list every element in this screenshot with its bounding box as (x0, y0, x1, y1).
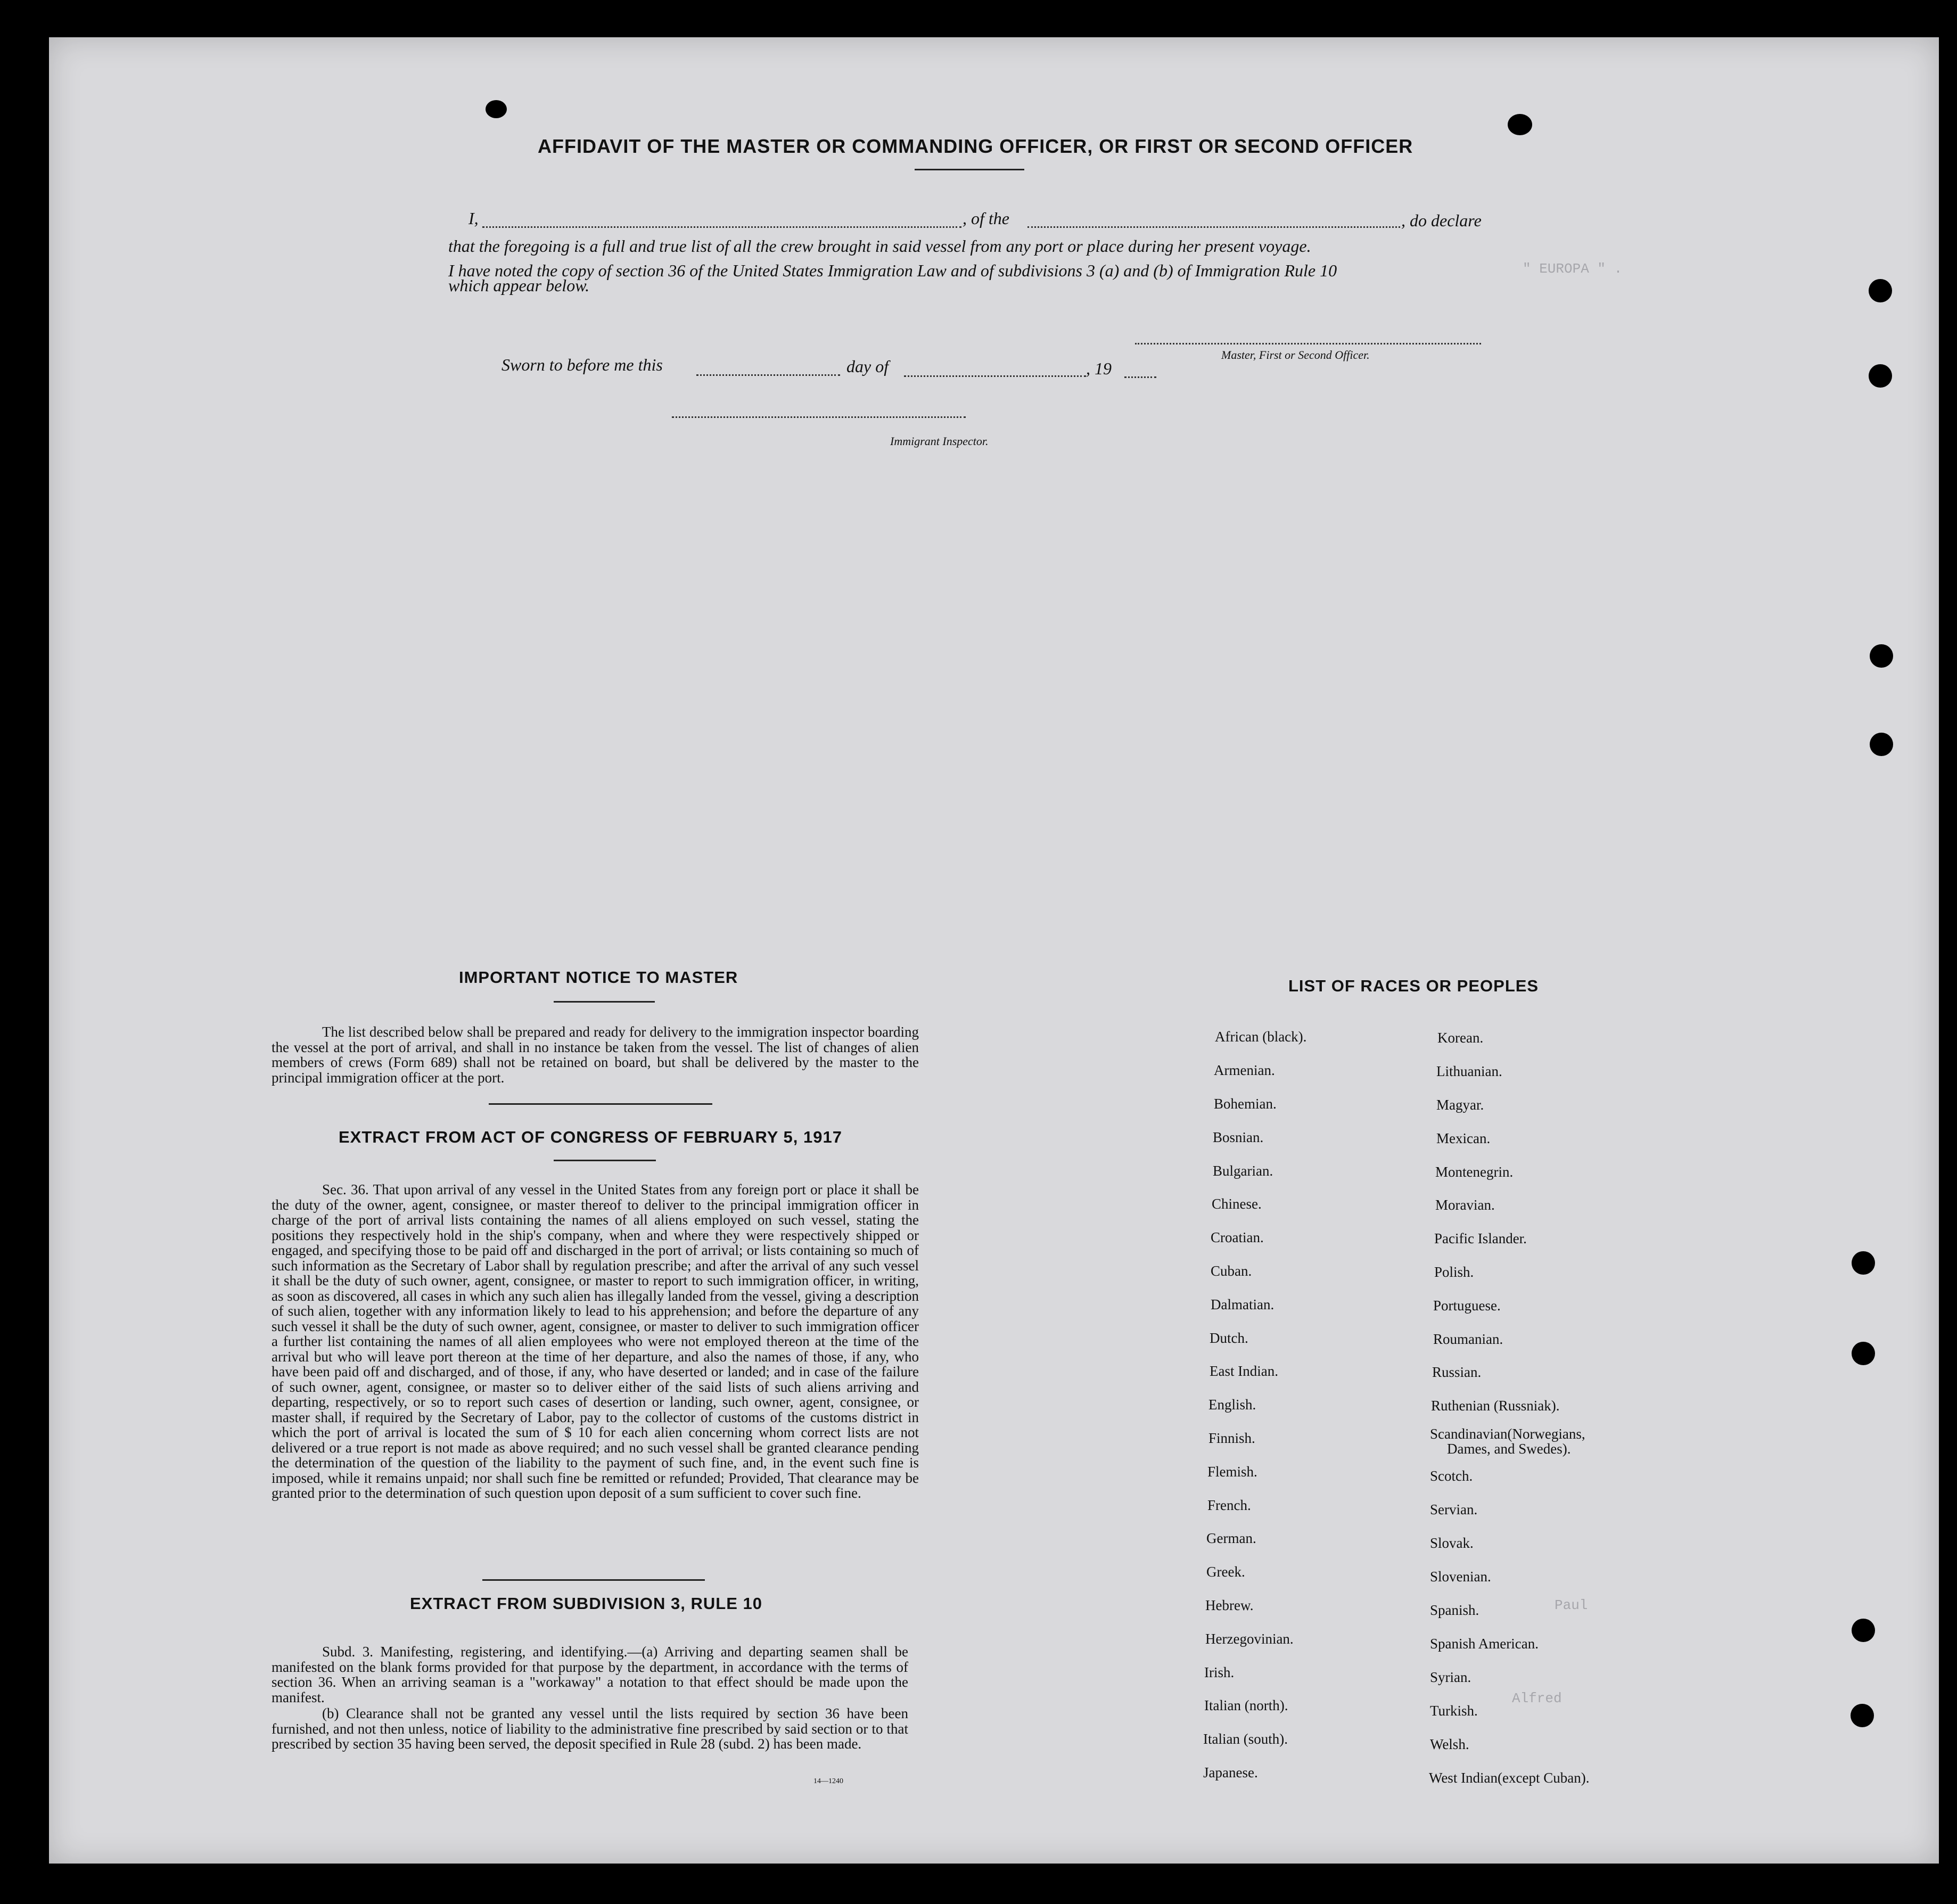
races-title: LIST OF RACES OR PEOPLES (1288, 976, 1539, 995)
punch-hole (1852, 1619, 1875, 1642)
form-page (49, 37, 1939, 1864)
race-item: German. (1206, 1530, 1256, 1546)
race-item: Magyar. (1436, 1097, 1484, 1113)
name-field[interactable] (482, 226, 961, 228)
punch-hole (1870, 644, 1893, 668)
race-item: West Indian(except Cuban). (1429, 1770, 1590, 1786)
race-item: Finnish. (1208, 1430, 1255, 1446)
notice-title: IMPORTANT NOTICE TO MASTER (459, 968, 738, 987)
master-signature-field[interactable] (1135, 343, 1481, 344)
race-item: Croatian. (1211, 1229, 1264, 1245)
race-item: English. (1208, 1397, 1256, 1413)
master-signature-label: Master, First or Second Officer. (1221, 348, 1370, 362)
race-item: East Indian. (1210, 1363, 1278, 1379)
affidavit-of-the: , of the (963, 209, 1009, 228)
affidavit-line: that the foregoing is a full and true list of all the crew brought in said vessel from any port or place during her present voyage. (448, 236, 1311, 256)
affidavit-title: AFFIDAVIT OF THE MASTER OR COMMANDING OFFICER, OR FIRST OR SECOND OFFICER (538, 135, 1413, 157)
divider (915, 169, 1024, 170)
race-item: Dalmatian. (1211, 1296, 1274, 1312)
race-item: Portuguese. (1433, 1298, 1501, 1314)
affidavit-line: I have noted the copy of section 36 of the United States Immigration Law and of subdivisions 3 (a) and (b) of Immigration Rule 10 (448, 261, 1337, 280)
race-item: Bohemian. (1214, 1096, 1277, 1112)
race-item: Herzegovinian. (1205, 1631, 1294, 1647)
sworn-before-label: Sworn to before me this (501, 355, 663, 374)
punch-hole (1851, 1704, 1874, 1727)
divider (482, 1579, 705, 1581)
race-item: Chinese. (1212, 1196, 1262, 1212)
race-item: Cuban. (1211, 1263, 1252, 1279)
rule-extract-para-a: Subd. 3. Manifesting, registering, and identifying.—(a) Arriving and departing seamen shall be manifested on the blank forms provided for that purpose by the department, in accordance with the terms of section 36. When an arriving seaman is a "workaway" a notation to that effect should be made upon the manifest. (272, 1644, 908, 1705)
notice-text: The list described below shall be prepared and ready for delivery to the immigration inspector boarding the vessel at the port of arrival, and shall in no instance be taken from the vessel. The list of changes of alien members of crews (Form 689) shall not be retained on board, but shall be delivered by the master to the principal immigration officer at the port. (272, 1024, 919, 1086)
bleed-through-vessel: " EUROPA " . (1523, 261, 1623, 277)
race-item: Servian. (1430, 1501, 1478, 1517)
race-item: Dutch. (1210, 1330, 1248, 1346)
race-item: Syrian. (1430, 1669, 1471, 1685)
race-item: Italian (north). (1204, 1697, 1288, 1713)
act-extract-title: EXTRACT FROM ACT OF CONGRESS OF FEBRUARY 5, 1917 (339, 1128, 842, 1146)
punch-hole (486, 100, 507, 118)
race-item: Spanish American. (1430, 1636, 1539, 1652)
punch-hole (1852, 1342, 1875, 1365)
race-item: Scandinavian(Norwegians, (1430, 1426, 1585, 1442)
race-item: Moravian. (1435, 1197, 1495, 1213)
bleed-through-name: Alfred (1512, 1690, 1562, 1706)
race-item: Roumanian. (1433, 1331, 1503, 1347)
punch-hole (1870, 733, 1893, 756)
race-item: Hebrew. (1205, 1597, 1254, 1613)
affidavit-do-declare: , do declare (1401, 211, 1482, 230)
divider (554, 1160, 656, 1161)
sworn-month-field[interactable] (904, 375, 1086, 377)
form-number: 14—1240 (813, 1777, 843, 1785)
affidavit-line: which appear below. (448, 276, 590, 295)
race-item: Pacific Islander. (1434, 1230, 1527, 1246)
race-item: Bulgarian. (1213, 1163, 1273, 1179)
race-item: Slovenian. (1430, 1569, 1491, 1585)
race-item: Lithuanian. (1436, 1063, 1502, 1079)
inspector-signature-field[interactable] (672, 416, 966, 418)
race-item: French. (1207, 1497, 1251, 1513)
race-item: Russian. (1432, 1364, 1482, 1380)
race-item: Bosnian. (1213, 1129, 1264, 1145)
race-item: Irish. (1204, 1664, 1235, 1680)
year-label: , 19 (1086, 359, 1112, 378)
race-item: Polish. (1434, 1264, 1474, 1280)
act-extract-text: Sec. 36. That upon arrival of any vessel in the United States from any foreign port or place it shall be the duty of the owner, agent, consignee, or master thereof to deliver to the principal immigration officer in charge of the port of arrival lists containing the names of all aliens employed on such vessel, stating the positions they respectively hold in the ship's company, when and where they were respectively shipped or engaged, and specifying those to be paid off and discharged in the port of arrival; or lists containing so much of such information as the Secretary of Labor shall by regulation prescribe; and after the arrival of any such vessel it shall be the duty of such owner, agent, consignee, or master to report to such immigration officer, in writing, as soon as discovered, all cases in which any such alien has illegally landed from the vessel, giving a description of such alien, together with any information likely to lead to his apprehension; and before the departure of any such vessel it shall be the duty of such owner, agent, consignee, or master to deliver to such immigration officer a further list containing the names of all alien employees who were not employed thereon at the time of the arrival but who will leave port thereon at the time of her departure, and also the names of those, if any, who have been paid off and discharged, and of those, if any, who have deserted or landed; and in case of the failure of such owner, agent, consignee, or master so to deliver either of the said lists of such aliens arriving and departing, respectively, or so to report such cases of desertion or landing, such owner, agent, consignee, or master shall, if required by the Secretary of Labor, pay to the collector of customs of the customs district in which the port of arrival is located the sum of $ 10 for each alien concerning whom correct lists are not delivered or a true report is not made as above required; and no such vessel shall be granted clearance pending the determination of the question of the liability to the payment of such fine, and, in the event such fine is imposed, while it remains unpaid; nor shall such fine be remitted or refunded; Provided, That clearance may be granted prior to the determination of such question upon deposit of a sum sufficient to cover such fine. (272, 1181, 919, 1501)
divider (554, 1001, 655, 1003)
bleed-through-name: Paul (1555, 1597, 1588, 1613)
race-item: Dames, and Swedes). (1447, 1441, 1571, 1457)
punch-hole (1852, 1251, 1875, 1275)
vessel-field[interactable] (1027, 226, 1400, 228)
race-item: Spanish. (1430, 1602, 1479, 1618)
divider (489, 1103, 712, 1105)
affidavit-i: I, (468, 209, 479, 228)
day-of-label: day of (846, 357, 889, 376)
sworn-year-field[interactable] (1124, 376, 1156, 378)
rule-extract-para-b: (b) Clearance shall not be granted any vessel until the lists required by section 36 have been furnished, and not then unless, notice of liability to the administrative fine prescribed by said section or to that prescribed by section 35 having been served, the deposit specified in Rule 28 (subd. 2) has been made. (272, 1705, 908, 1752)
race-item: Korean. (1437, 1030, 1484, 1046)
rule-extract-title: EXTRACT FROM SUBDIVISION 3, RULE 10 (410, 1594, 762, 1613)
race-item: Montenegrin. (1435, 1164, 1514, 1180)
punch-hole (1869, 364, 1892, 388)
race-item: Japanese. (1203, 1765, 1258, 1780)
punch-hole (1869, 279, 1892, 302)
race-item: Mexican. (1436, 1130, 1491, 1146)
race-item: Flemish. (1207, 1464, 1257, 1480)
race-item: Ruthenian (Russniak). (1431, 1398, 1560, 1414)
race-item: Welsh. (1430, 1736, 1469, 1752)
race-item: Armenian. (1214, 1062, 1275, 1078)
race-item: Greek. (1206, 1564, 1245, 1580)
race-item: Scotch. (1430, 1468, 1473, 1484)
punch-hole (1508, 114, 1532, 135)
race-item: Italian (south). (1203, 1731, 1288, 1747)
race-item: Turkish. (1430, 1703, 1478, 1719)
inspector-label: Immigrant Inspector. (890, 434, 989, 448)
race-item: African (black). (1215, 1029, 1307, 1045)
race-item: Slovak. (1430, 1535, 1474, 1551)
sworn-day-field[interactable] (696, 374, 840, 376)
